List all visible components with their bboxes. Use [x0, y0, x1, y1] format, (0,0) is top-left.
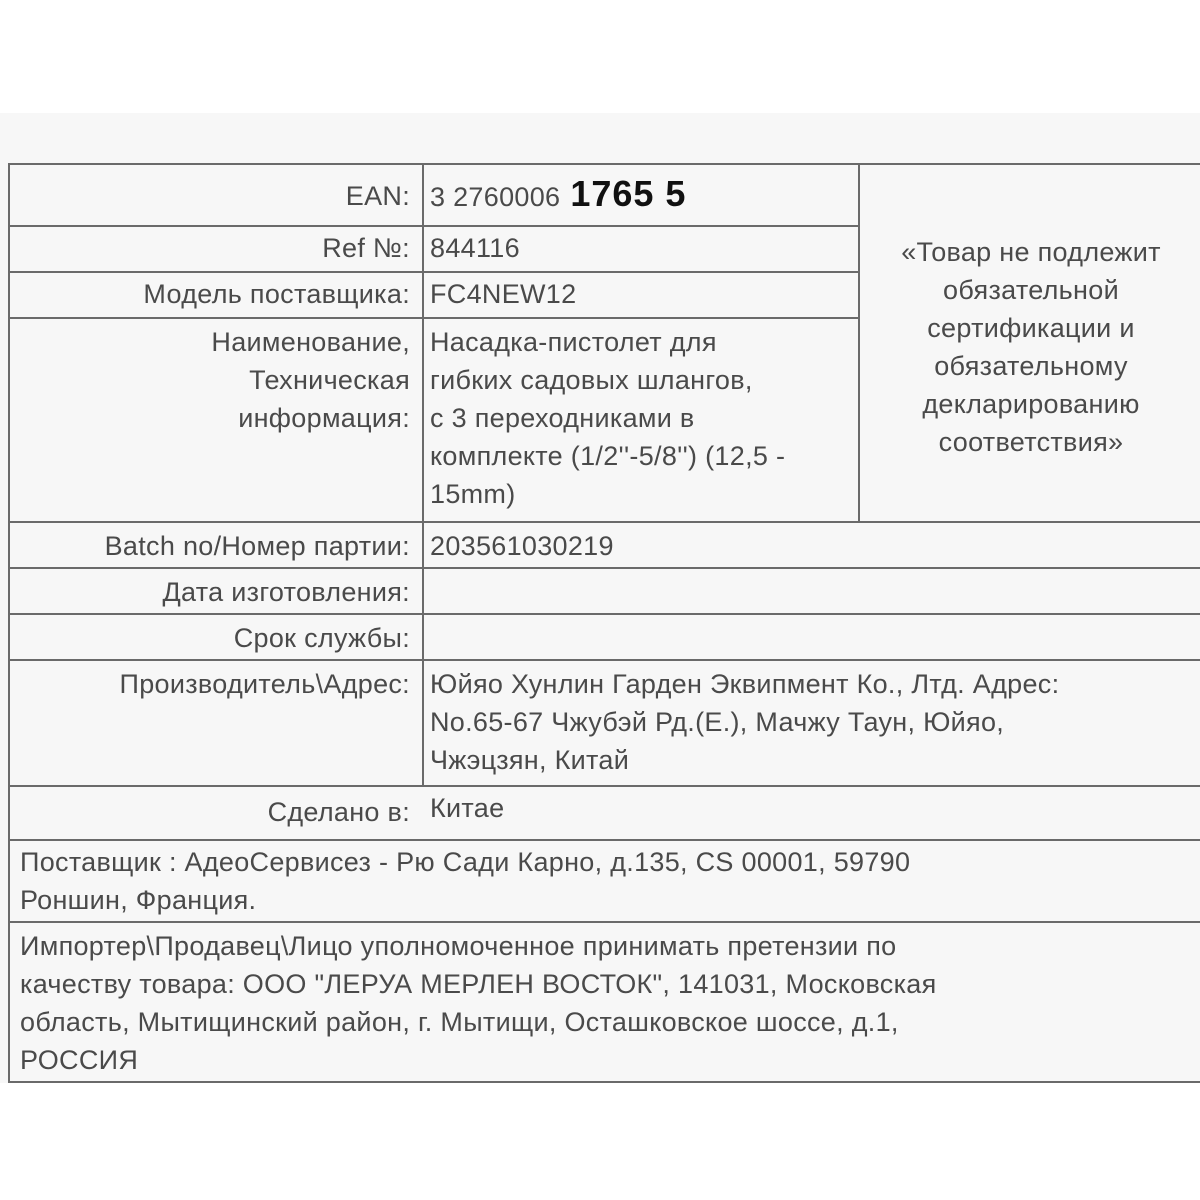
name-value: Насадка-пистолет для гибких садовых шлангов, с 3 переходниками в комплекте (1/2''-5/8'') (12,5 - 15mm) [430, 327, 786, 509]
row-divider [10, 921, 1200, 923]
manufacturer-value: Юйяо Хунлин Гарден Эквипмент Ко., Лтд. Адрес: No.65-67 Чжубэй Рд.(E.), Мачжу Таун, Юйяо, Чжэцзян, Китай [430, 669, 1060, 775]
ean-bold: 1765 5 [570, 173, 687, 214]
row-divider [10, 613, 1200, 615]
manufacturer-label: Производитель\Адрес: [119, 669, 410, 699]
service-life-label: Срок службы: [233, 623, 410, 653]
made-in-value: Китае [430, 793, 505, 823]
batch-value: 203561030219 [430, 531, 614, 561]
made-in-label: Сделано в: [267, 797, 410, 827]
row-divider [10, 567, 1200, 569]
production-date-label: Дата изготовления: [162, 577, 410, 607]
ean-value [424, 175, 858, 216]
row-divider [10, 785, 1200, 787]
ean-label: EAN: [345, 181, 410, 211]
ean-prefix: 3 2760006 [430, 182, 561, 212]
ref-label: Ref №: [322, 233, 410, 263]
product-label-table [8, 163, 1200, 1083]
batch-label: Batch no/Номер партии: [104, 531, 410, 561]
model-value: FC4NEW12 [430, 279, 577, 309]
row-divider [10, 317, 858, 319]
certification-notice: «Товар не подлежит обязательной сертификации и обязательному декларированию соответствия» [901, 237, 1161, 457]
row-divider [10, 271, 858, 273]
row-divider [10, 659, 1200, 661]
ref-value: 844116 [430, 233, 520, 263]
row-divider [10, 839, 1200, 841]
row-divider [10, 225, 858, 227]
importer-info: Импортер\Продавец\Лицо уполномоченное принимать претензии по качеству товара: ООО "ЛЕРУА МЕРЛЕН ВОСТОК", 141031, Московская область, Мытищинский район, г. Мытищи, Осташковское шоссе, д.1, РОССИЯ [20, 931, 937, 1075]
name-label: Наименование, Техническая информация: [211, 327, 410, 433]
model-label: Модель поставщика: [143, 279, 410, 309]
row-divider [10, 521, 1200, 523]
supplier-info: Поставщик : АдеоСервисез - Рю Сади Карно, д.135, CS 00001, 59790 Роншин, Франция. [20, 847, 911, 915]
